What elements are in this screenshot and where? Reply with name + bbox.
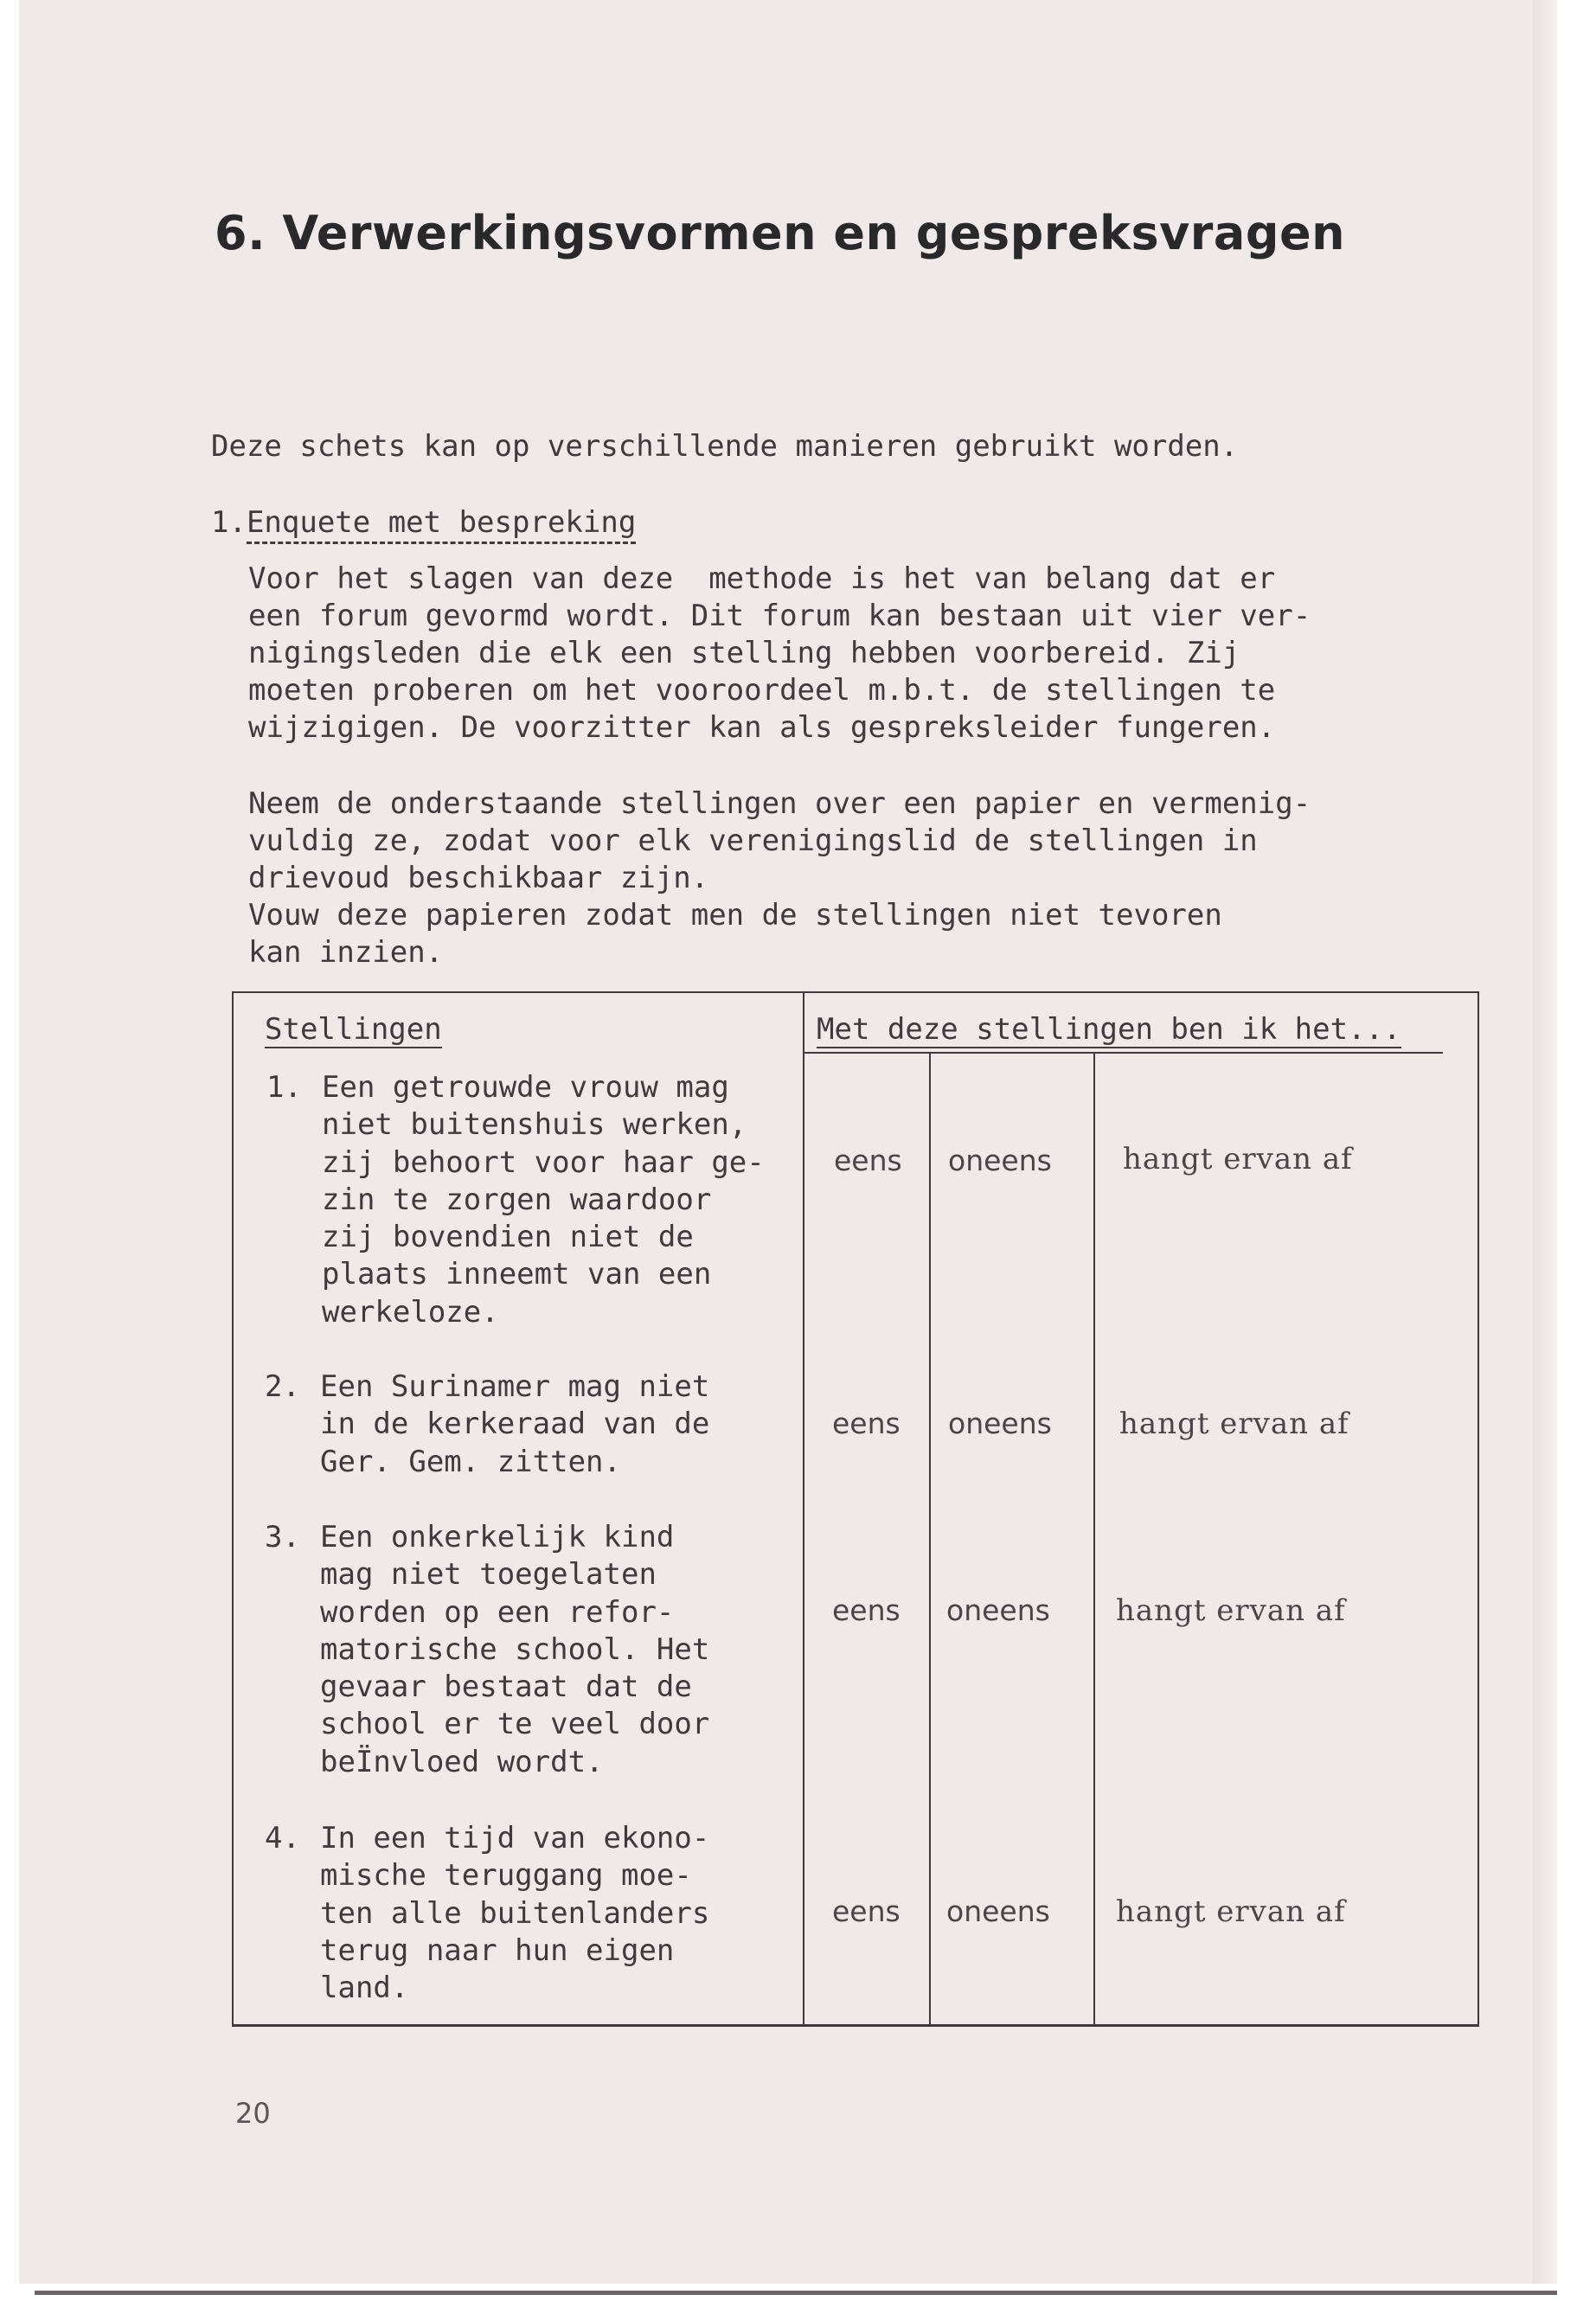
option-eens: eens: [832, 1407, 901, 1440]
scan-bottom-edge: [35, 2291, 1557, 2295]
option-eens: eens: [834, 1144, 902, 1177]
section-title: [211, 505, 636, 540]
section-number: 1.: [211, 505, 247, 540]
option-hangt-ervan-af: hangt ervan af: [1119, 1407, 1349, 1441]
statement-3: [265, 1519, 792, 1796]
statement-number: 4.: [265, 1821, 300, 1856]
option-hangt-ervan-af: hangt ervan af: [1123, 1142, 1353, 1176]
option-eens: eens: [832, 1894, 901, 1928]
table-divider-main: [803, 991, 804, 2026]
table-divider-oneens: [1093, 1052, 1095, 2026]
table-header-rule: [803, 1052, 1443, 1054]
statement-text: Een onkerkelijk kind mag niet toegelaten worden op een refor- matorische school. Het gevaar bestaat dat de school er te veel door beÏnvloed wordt.: [320, 1520, 710, 1779]
statement-number: 2.: [265, 1369, 300, 1404]
section-paragraph-2: Neem de onderstaande stellingen over een papier en vermenig- vuldig ze, zodat voor elk verenigingslid de stellingen in drievoud beschikbaar zijn. Vouw deze papieren zodat men de stellingen niet tevoren kan inzien.: [248, 786, 1311, 970]
option-hangt-ervan-af: hangt ervan af: [1116, 1593, 1346, 1628]
table-header-left: Stellingen: [265, 1012, 442, 1047]
page-edge: [1533, 0, 1557, 2284]
table-left-border: [232, 991, 234, 2026]
table-right-border: [1477, 991, 1479, 2026]
statement-text: Een getrouwde vrouw mag niet buitenshuis werken, zij behoort voor haar ge- zin te zorgen waardoor zij bovendien niet de plaats inneemt van een werkeloze.: [322, 1070, 765, 1330]
option-oneens: oneens: [948, 1407, 1052, 1440]
statement-text: In een tijd van ekono- mische teruggang moe- ten alle buitenlanders terug naar hun eigen land.: [320, 1821, 710, 2006]
statement-number: 1.: [266, 1070, 302, 1105]
statement-2: [265, 1368, 792, 1490]
section-paragraph-1: Voor het slagen van deze methode is het van belang dat er een forum gevormd wordt. Dit forum kan bestaan uit vier ver- nigingsleden die elk een stelling hebben voorbereid. Zij moeten proberen om het vooroordeel m.b.t. de stellingen te wijzigigen. De voorzitter kan als gespreksleider fungeren.: [248, 561, 1311, 745]
statement-text: Een Surinamer mag niet in de kerkeraad van de Ger. Gem. zitten.: [320, 1369, 710, 1479]
option-oneens: oneens: [946, 1593, 1050, 1627]
table-header-right: Met deze stellingen ben ik het...: [817, 1012, 1401, 1047]
statement-4: [265, 1820, 792, 2019]
section-title-text: Enquete met bespreking: [247, 505, 636, 544]
table-bottom-border: [232, 2024, 1479, 2027]
option-eens: eens: [832, 1593, 901, 1627]
option-oneens: oneens: [948, 1144, 1052, 1177]
page-heading: 6. Verwerkingsvormen en gespreksvragen: [215, 206, 1346, 260]
page-number: 20: [235, 2097, 271, 2130]
intro-text: Deze schets kan op verschillende manieren gebruikt worden.: [211, 429, 1239, 464]
table-divider-eens: [929, 1052, 931, 2026]
statement-1: [266, 1069, 794, 1346]
table-top-border: [232, 991, 1479, 993]
option-oneens: oneens: [946, 1894, 1050, 1928]
statement-number: 3.: [265, 1520, 300, 1554]
option-hangt-ervan-af: hangt ervan af: [1116, 1894, 1346, 1929]
